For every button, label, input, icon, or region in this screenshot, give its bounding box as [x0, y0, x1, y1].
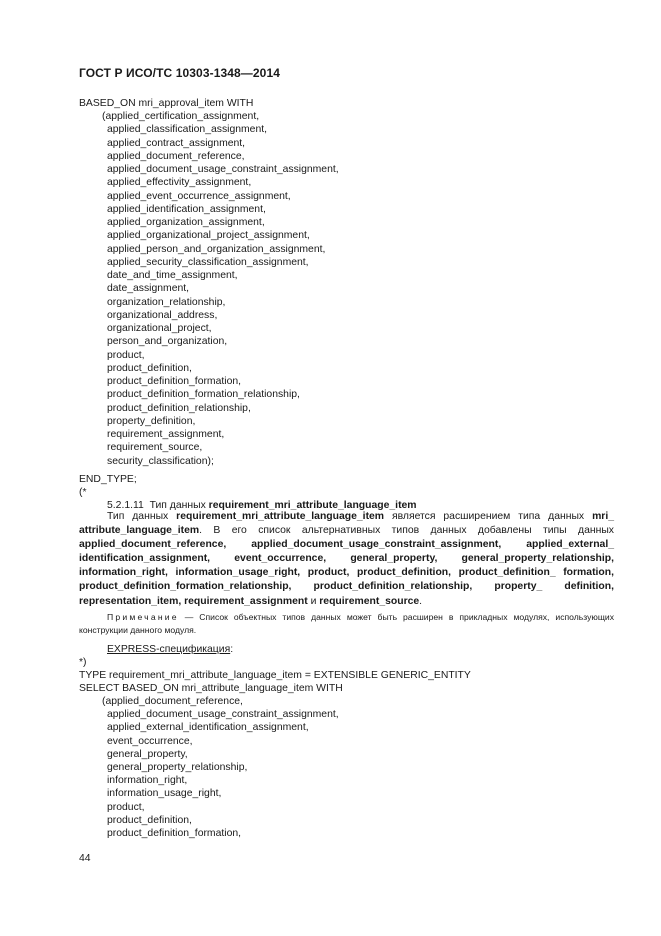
- code-line: property_definition,: [107, 415, 196, 427]
- para-text-1: Тип данных: [107, 511, 169, 522]
- para-and: и: [310, 595, 317, 607]
- code-line: product_definition,: [107, 814, 192, 826]
- para-end: .: [419, 595, 423, 607]
- section-name: requirement_mri_attribute_language_item: [208, 500, 417, 511]
- end-type-line: END_TYPE;: [79, 474, 137, 485]
- description-paragraph: [79, 510, 614, 609]
- code-line: applied_organizational_project_assignment,: [107, 230, 310, 242]
- code-line: product,: [107, 801, 145, 813]
- based-on-line: BASED_ON mri_approval_item WITH: [79, 98, 254, 109]
- note-text: — Список объектных типов данных может быть расширен в прикладных модулях, использующих конструкции данного модуля.: [79, 612, 614, 635]
- code-line: applied_person_and_organization_assignment,: [107, 243, 326, 255]
- code-line: applied_document_usage_constraint_assignment,: [107, 709, 339, 721]
- select-line: SELECT BASED_ON mri_attribute_language_item WITH: [79, 683, 343, 694]
- code-line: product_definition,: [107, 362, 192, 374]
- code-line: applied_document_usage_constraint_assignment,: [107, 164, 339, 175]
- code-line: general_property_relationship,: [107, 762, 248, 773]
- code-line: applied_document_reference,: [107, 150, 245, 162]
- code-line: applied_event_occurrence_assignment,: [107, 190, 291, 202]
- code-line: general_property,: [107, 748, 188, 760]
- section-number: 5.2.1.11: [107, 500, 144, 511]
- code-line: applied_organization_assignment,: [107, 217, 265, 228]
- code-line: information_usage_right,: [107, 788, 222, 800]
- page-number: 44: [79, 853, 91, 864]
- code-line: date_and_time_assignment,: [107, 270, 238, 281]
- note: [79, 611, 614, 636]
- type-line: TYPE requirement_mri_attribute_language_item = EXTENSIBLE GENERIC_ENTITY: [79, 670, 471, 681]
- code-line: product_definition_formation,: [107, 376, 242, 387]
- document-header: ГОСТ Р ИСО/ТС 10303-1348—2014: [79, 66, 280, 80]
- note-label: Примечание: [107, 612, 179, 622]
- section-prefix: Тип данных: [149, 500, 206, 511]
- express-label-text: EXPRESS-спецификация: [107, 644, 231, 655]
- code-line: product_definition_relationship,: [107, 402, 251, 414]
- code-line: applied_security_classification_assignment,: [107, 256, 309, 268]
- code-line: security_classification);: [107, 455, 214, 467]
- code-line: person_and_organization,: [107, 336, 228, 348]
- comment-open: (*: [79, 487, 87, 498]
- code-line: product_definition_formation_relationship,: [107, 389, 300, 401]
- code-line: organizational_address,: [107, 309, 218, 321]
- para-base-type: mri_ attribute_language_item: [79, 511, 615, 537]
- para-text-3: . В его список альтернативных типов данных добавлены типы данных: [199, 525, 614, 537]
- code-line: applied_classification_assignment,: [107, 124, 267, 136]
- comment-close: *): [79, 657, 87, 668]
- code-line: date_assignment,: [107, 283, 190, 295]
- code-line: applied_contract_assignment,: [107, 137, 246, 149]
- code-line: information_right,: [107, 775, 188, 787]
- code-line: event_occurrence,: [107, 735, 193, 747]
- code-line: product_definition_formation,: [107, 828, 242, 839]
- para-type-name: requirement_mri_attribute_language_item: [176, 511, 385, 522]
- code-line: requirement_assignment,: [107, 429, 225, 440]
- code-line: organizational_project,: [107, 323, 212, 334]
- para-last-type: requirement_source: [319, 595, 420, 607]
- para-type-list: applied_document_reference, applied_document_usage_constraint_assignment, applied_external_ identification_assignment, event_occurrence, general_property, general_property_relationship, information_right, information_usage_right, product, product_definition, product_definition_ formation, product_definition_formation_relationship, product_definition_relationship, property_ definition, representation_item, requirement_assignment: [79, 539, 614, 607]
- code-line: product,: [107, 349, 145, 361]
- para-text-2: является расширением типа данных: [391, 511, 585, 522]
- code-line: organization_relationship,: [107, 296, 226, 308]
- code-line: applied_external_identification_assignment,: [107, 722, 309, 734]
- express-label: [107, 643, 233, 656]
- code-line: requirement_source,: [107, 442, 203, 454]
- code-line: (applied_document_reference,: [102, 696, 243, 707]
- code-line: (applied_certification_assignment,: [102, 111, 260, 122]
- code-line: applied_effectivity_assignment,: [107, 177, 252, 189]
- express-colon: :: [230, 644, 234, 655]
- code-line: applied_identification_assignment,: [107, 203, 266, 215]
